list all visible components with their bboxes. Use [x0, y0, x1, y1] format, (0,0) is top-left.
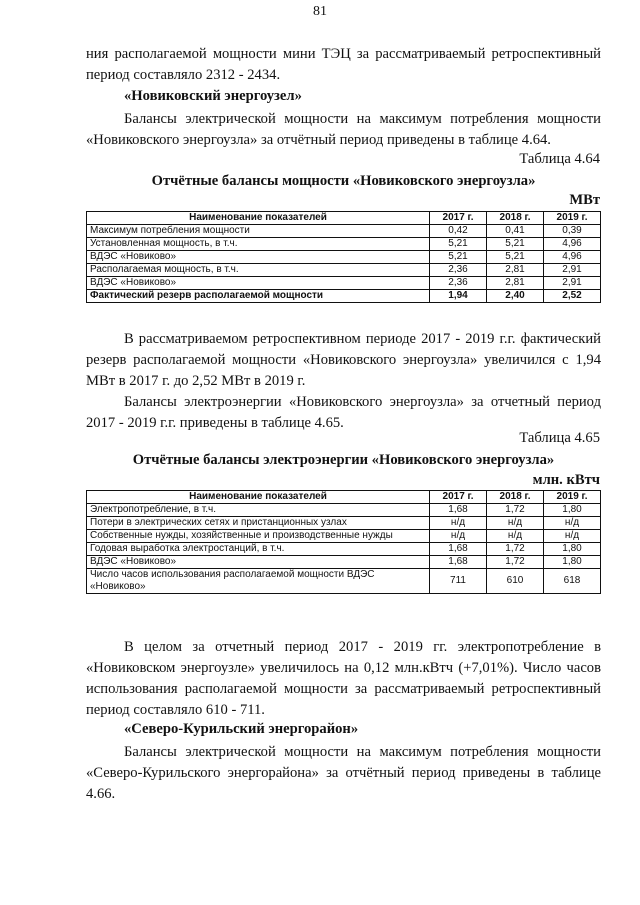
paragraph-balances-intro: Балансы электрической мощности на максимум потребления мощности «Новиковского энергоузла» за отчётный период приведены в таблице 4.64. — [86, 111, 601, 148]
cell-2019: 4,96 — [544, 238, 601, 251]
cell-2018: 1,72 — [487, 556, 544, 569]
table-row — [87, 238, 601, 251]
row-name: ВДЭС «Новиково» — [87, 277, 430, 290]
paragraph-severo: Балансы электрической мощности на максимум потребления мощности «Северо-Курильского энергорайона» за отчётный период приведены в таблице 4.66. — [86, 744, 601, 802]
row-name: Электропотребление, в т.ч. — [87, 504, 430, 517]
table-row — [87, 277, 601, 290]
heading-severo-kurilsky: «Северо-Курильский энергорайон» — [124, 721, 359, 737]
cell-2018: 2,40 — [487, 290, 544, 303]
cell-2018: 2,81 — [487, 264, 544, 277]
table-units-4-64: МВт — [569, 192, 600, 208]
table-row — [87, 251, 601, 264]
table-row — [87, 543, 601, 556]
cell-2019: 1,80 — [544, 504, 601, 517]
cell-2018: 0,41 — [487, 225, 544, 238]
row-name: Годовая выработка электростанций, в т.ч. — [87, 543, 430, 556]
row-name: ВДЭС «Новиково» — [87, 556, 430, 569]
table-row — [87, 517, 601, 530]
cell-2018: 5,21 — [487, 238, 544, 251]
table-label-4-64: Таблица 4.64 — [519, 151, 600, 167]
table-row — [87, 225, 601, 238]
row-name: Фактический резерв располагаемой мощности — [87, 290, 430, 303]
cell-2018: н/д — [487, 517, 544, 530]
column-header: 2019 г. — [544, 212, 601, 225]
cell-2019: н/д — [544, 530, 601, 543]
column-header: Наименование показателей — [87, 491, 430, 504]
cell-2018: 1,72 — [487, 504, 544, 517]
cell-2017: 0,42 — [430, 225, 487, 238]
cell-2017: 1,68 — [430, 556, 487, 569]
page-number: 81 — [313, 4, 327, 19]
table-row — [87, 504, 601, 517]
cell-2017: 1,68 — [430, 504, 487, 517]
table-title-4-65: Отчётные балансы электроэнергии «Новиковского энергоузла» — [132, 452, 555, 468]
table-row — [87, 530, 601, 543]
cell-2017: 2,36 — [430, 264, 487, 277]
heading-novikovsky: «Новиковский энергоузел» — [124, 88, 302, 104]
cell-2019: 2,52 — [544, 290, 601, 303]
cell-2019: 1,80 — [544, 556, 601, 569]
column-header: Наименование показателей — [87, 212, 430, 225]
cell-2019: 2,91 — [544, 277, 601, 290]
table-label-4-65: Таблица 4.65 — [519, 430, 600, 446]
column-header: 2017 г. — [430, 491, 487, 504]
table-header-row — [87, 212, 601, 225]
cell-2019: 618 — [544, 569, 601, 594]
paragraph-summary: В целом за отчетный период 2017 - 2019 гг. электропотребление в «Новиковском энергоузле» увеличилось на 0,12 млн.кВтч (+7,01%). Число часов использования располагаемой мощности за рассматриваемый ретроспективный период составляло 610 - 711. — [86, 639, 601, 718]
paragraph-intro: ния располагаемой мощности мини ТЭЦ за рассматриваемый ретроспективный период составляло 2312 - 2434. — [86, 46, 601, 83]
row-name: Располагаемая мощность, в т.ч. — [87, 264, 430, 277]
column-header: 2017 г. — [430, 212, 487, 225]
row-name: Число часов использования располагаемой мощности ВДЭС «Новиково» — [87, 569, 430, 594]
cell-2017: 1,68 — [430, 543, 487, 556]
cell-2019: н/д — [544, 517, 601, 530]
column-header: 2018 г. — [487, 491, 544, 504]
table-row — [87, 556, 601, 569]
table-units-4-65: млн. кВтч — [532, 472, 600, 488]
table-4-64 — [86, 211, 601, 303]
table-row-total — [87, 290, 601, 303]
row-name: Собственные нужды, хозяйственные и производственные нужды — [87, 530, 430, 543]
cell-2017: 1,94 — [430, 290, 487, 303]
cell-2017: н/д — [430, 530, 487, 543]
row-name: ВДЭС «Новиково» — [87, 251, 430, 264]
cell-2018: 2,81 — [487, 277, 544, 290]
paragraph-reserve: В рассматриваемом ретроспективном периоде 2017 - 2019 г.г. фактический резерв располагаемой мощности «Новиковского энергоузла» увеличился с 1,94 МВт в 2017 г. до 2,52 МВт в 2019 г. — [86, 331, 601, 389]
table-4-65 — [86, 490, 601, 594]
cell-2019: 2,91 — [544, 264, 601, 277]
cell-2018: 5,21 — [487, 251, 544, 264]
cell-2017: 2,36 — [430, 277, 487, 290]
table-row — [87, 569, 601, 594]
cell-2017: 5,21 — [430, 251, 487, 264]
cell-2019: 0,39 — [544, 225, 601, 238]
cell-2018: 610 — [487, 569, 544, 594]
cell-2017: 711 — [430, 569, 487, 594]
table-title-4-64: Отчётные балансы мощности «Новиковского энергоузла» — [151, 173, 536, 189]
cell-2017: н/д — [430, 517, 487, 530]
cell-2019: 4,96 — [544, 251, 601, 264]
cell-2019: 1,80 — [544, 543, 601, 556]
paragraph-energy-intro: Балансы электроэнергии «Новиковского энергоузла» за отчетный период 2017 - 2019 г.г. приведены в таблице 4.65. — [86, 394, 601, 431]
cell-2018: н/д — [487, 530, 544, 543]
cell-2018: 1,72 — [487, 543, 544, 556]
row-name: Максимум потребления мощности — [87, 225, 430, 238]
table-row — [87, 264, 601, 277]
column-header: 2018 г. — [487, 212, 544, 225]
column-header: 2019 г. — [544, 491, 601, 504]
table-header-row — [87, 491, 601, 504]
cell-2017: 5,21 — [430, 238, 487, 251]
row-name: Потери в электрических сетях и пристанционных узлах — [87, 517, 430, 530]
row-name: Установленная мощность, в т.ч. — [87, 238, 430, 251]
